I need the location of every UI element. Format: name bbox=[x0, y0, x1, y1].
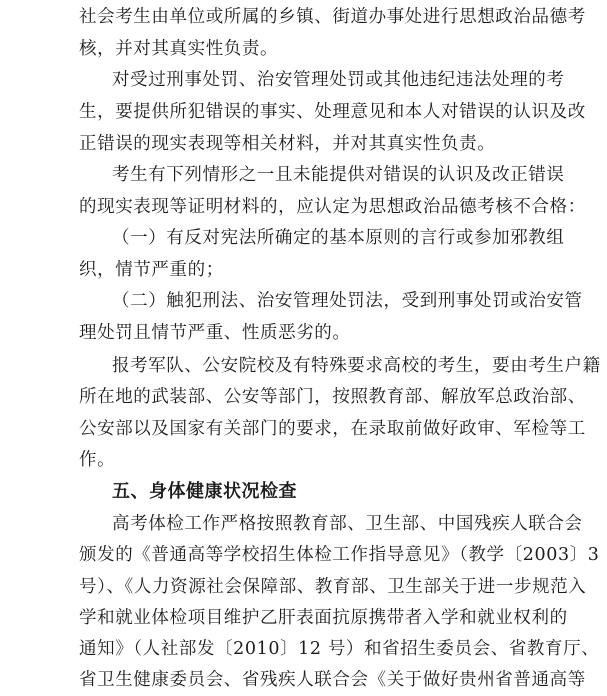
text-line: 通知》（人社部发〔2010〕12 号）和省招生委员会、省教育厅、 bbox=[79, 639, 600, 659]
text-line: 颁发的《普通高等学校招生体检工作指导意见》（教学〔2003〕3 bbox=[79, 545, 600, 565]
text-line: 公安部以及国家有关部门的要求，在录取前做好政审、军检等工 bbox=[79, 419, 586, 439]
text-line: 理处罚且情节严重、性质恶劣的。 bbox=[79, 323, 351, 343]
text-line: （二）触犯刑法、治安管理处罚法，受到刑事处罚或治安管 bbox=[112, 291, 583, 311]
section-heading: 五、身体健康状况检查 bbox=[112, 481, 297, 502]
text-line: 号）、《人力资源社会保障部、教育部、卫生部关于进一步规范入 bbox=[79, 577, 587, 597]
text-line: 社会考生由单位或所属的乡镇、街道办事处进行思想政治品德考 bbox=[79, 7, 586, 27]
text-line: 核，并对其真实性负责。 bbox=[79, 39, 279, 59]
text-line: 考生有下列情形之一且未能提供对错误的认识及改正错误 bbox=[112, 165, 565, 185]
text-line: 对受过刑事处罚、治安管理处罚或其他违纪违法处理的考 bbox=[112, 70, 565, 90]
text-line: 所在地的武装部、公安等部门，按照教育部、解放军总政治部、 bbox=[79, 387, 586, 407]
text-line: 生，要提供所犯错误的事实、处理意见和本人对错误的认识及改 bbox=[79, 102, 586, 122]
text-line: 学和就业体检项目维护乙肝表面抗原携带者入学和就业权利的 bbox=[79, 608, 568, 628]
text-line: 的现实表现等证明材料的，应认定为思想政治品德考核不合格： bbox=[79, 197, 586, 217]
text-line: 报考军队、公安院校及有特殊要求高校的考生，要由考生户籍 bbox=[112, 356, 601, 376]
text-line: 作。 bbox=[79, 450, 116, 470]
text-line: 省卫生健康委员会、省残疾人联合会《关于做好贵州省普通高等 bbox=[79, 670, 586, 690]
text-line: 高考体检工作严格按照教育部、卫生部、中国残疾人联合会 bbox=[112, 514, 583, 534]
text-line: 正错误的现实表现等相关材料，并对其真实性负责。 bbox=[79, 134, 496, 154]
text-line: （一）有反对宪法所确定的基本原则的言行或参加邪教组 bbox=[112, 228, 565, 248]
text-line: 织，情节严重的； bbox=[79, 260, 224, 280]
